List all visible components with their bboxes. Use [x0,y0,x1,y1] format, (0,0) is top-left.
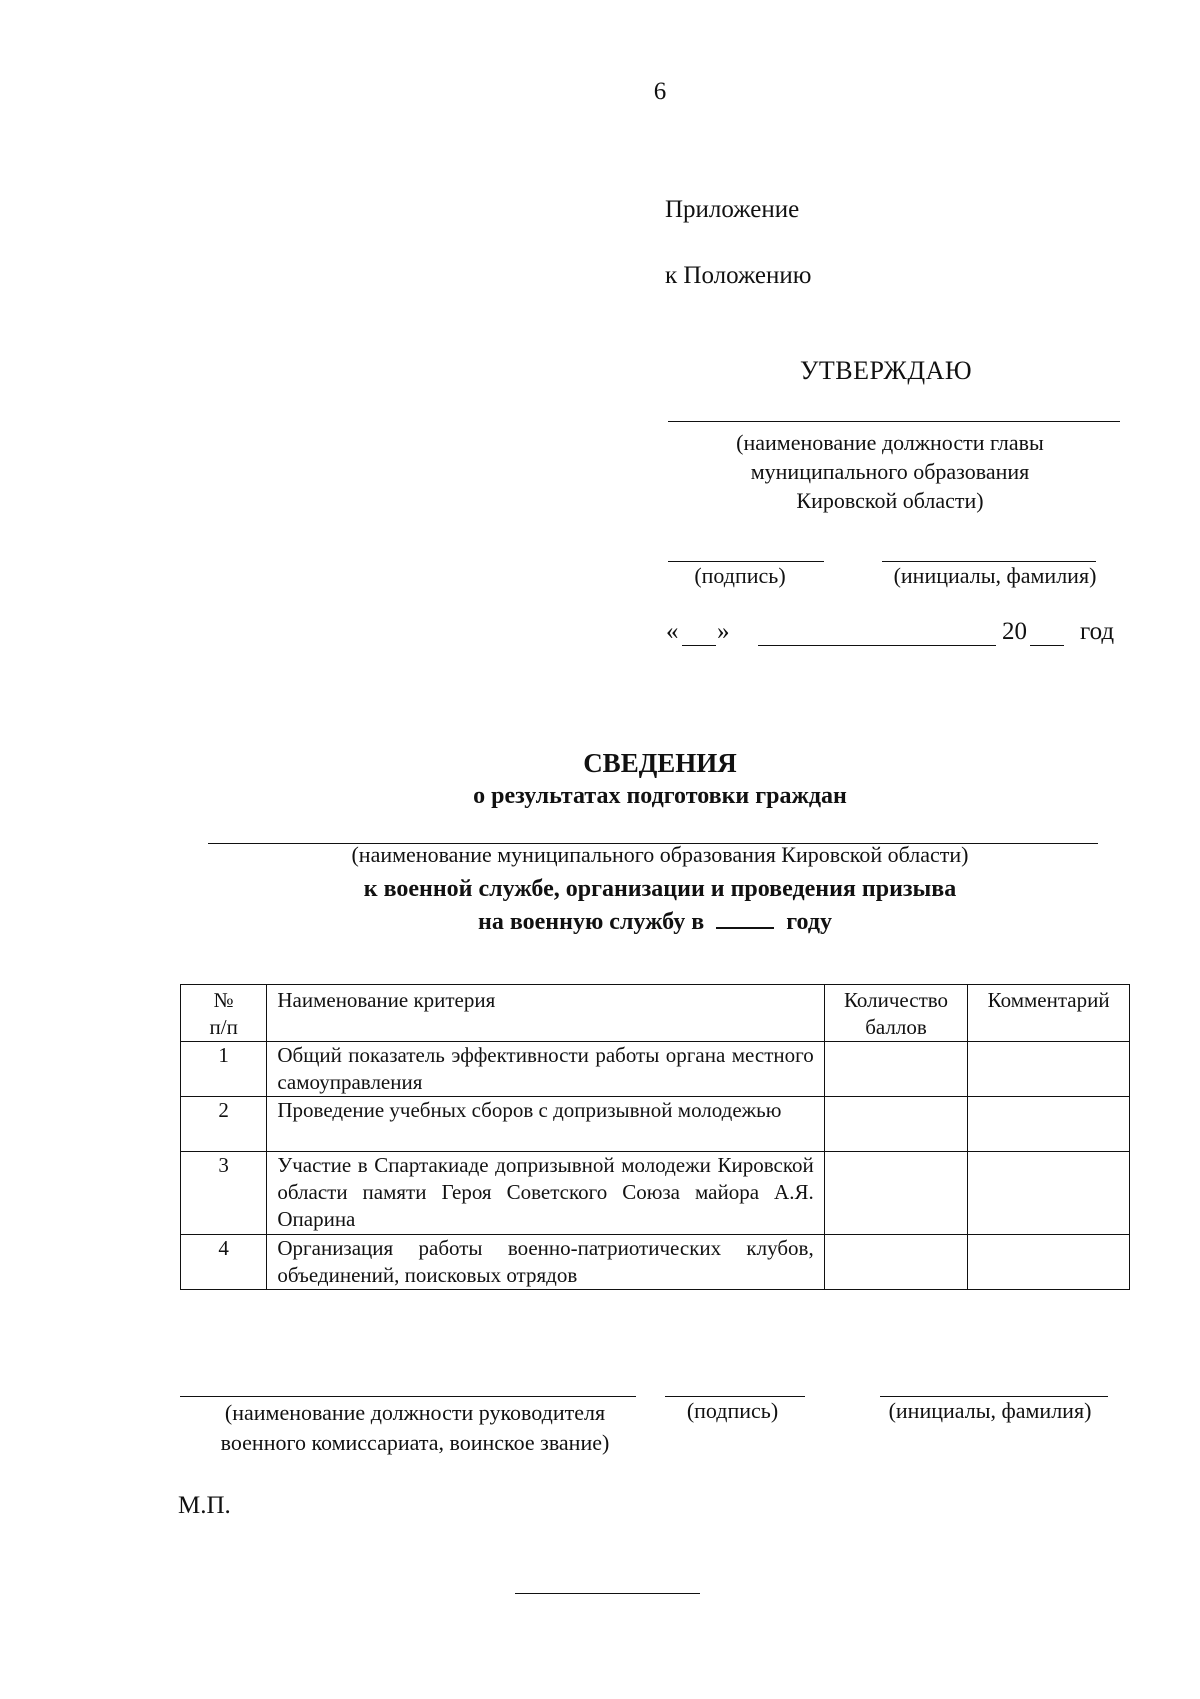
approver-caption-line-3: Кировской области) [796,488,984,513]
bottom-separator-line [515,1593,700,1594]
row-number: 1 [181,1042,267,1097]
approval-date [660,618,1120,650]
header-number [181,985,267,1042]
appendix-title: Приложение [665,196,800,223]
row-points [824,1152,968,1235]
subtitle-3-prefix: на военную службу в [478,909,705,935]
head-caption-line-1: (наименование должности руководителя [224,1400,606,1425]
date-year-line [1030,645,1064,646]
subtitle-3-suffix: году [786,909,832,935]
approval-heading: УТВЕРЖДАЮ [800,356,973,385]
document-subtitle-2: к военной службе, организации и проведения призыва [363,876,957,902]
row-criterion: Проведение учебных сборов с допризывной молодежью [267,1097,824,1152]
date-month-line [758,645,996,646]
row-number: 4 [181,1235,267,1290]
row-points [824,1235,968,1290]
date-year-suffix: год [1080,618,1115,645]
row-comment [968,1042,1130,1097]
approver-initials-caption: (инициалы, фамилия) [893,563,1097,588]
municipality-caption: (наименование муниципального образования Кировской области) [351,842,969,867]
row-comment [968,1235,1130,1290]
header-number-line-2: п/п [209,1015,238,1039]
approver-signature-caption: (подпись) [694,563,786,588]
approver-position-line [668,421,1120,422]
criteria-table [180,984,1130,1290]
header-points-line-1: Количество [843,988,949,1012]
approver-signature-line [668,561,824,562]
table-row [181,1235,1130,1290]
row-number: 3 [181,1152,267,1235]
row-criterion: Организация работы военно-патриотических клубов, объединений, поисковых отрядов [267,1235,824,1290]
head-initials-caption: (инициалы, фамилия) [888,1398,1092,1423]
head-signature-caption: (подпись) [686,1398,779,1423]
row-comment [968,1097,1130,1152]
row-points [824,1042,968,1097]
stamp-placeholder: М.П. [178,1492,231,1519]
approver-caption-line-2: муниципального образования [750,459,1030,484]
document-subtitle: о результатах подготовки граждан [473,783,847,809]
row-number: 2 [181,1097,267,1152]
row-comment [968,1152,1130,1235]
document-title: СВЕДЕНИЯ [583,748,737,778]
approver-initials-line [882,561,1096,562]
date-close-quote: » [717,618,730,645]
head-caption-line-2: военного комиссариата, воинское звание) [220,1430,610,1455]
approver-position-caption [690,428,1090,515]
row-points [824,1097,968,1152]
row-criterion: Участие в Спартакиаде допризывной молодежи Кировской области памяти Героя Советского Союза майора А.Я. Опарина [267,1152,824,1235]
table-row [181,1152,1130,1235]
approver-caption-line-1: (наименование должности главы [736,430,1044,455]
head-initials-line [880,1396,1108,1397]
table-row [181,1042,1130,1097]
date-day-line [682,645,716,646]
appendix-reference: к Положению [665,262,812,289]
header-criterion: Наименование критерия [267,985,824,1042]
header-points [824,985,968,1042]
document-subtitle-3 [0,907,1200,936]
head-signature-line [665,1396,805,1397]
date-year-prefix: 20 [1002,618,1027,645]
header-number-line-1: № [213,988,234,1012]
date-open-quote: « [666,618,679,645]
row-criterion: Общий показатель эффективности работы органа местного самоуправления [267,1042,824,1097]
page-number: 6 [653,78,667,105]
header-comment: Комментарий [968,985,1130,1042]
head-position-line [180,1396,636,1397]
head-position-caption [190,1398,640,1458]
table-header-row [181,985,1130,1042]
table-row [181,1097,1130,1152]
year-blank-line [716,907,774,929]
header-points-line-2: баллов [865,1015,927,1039]
